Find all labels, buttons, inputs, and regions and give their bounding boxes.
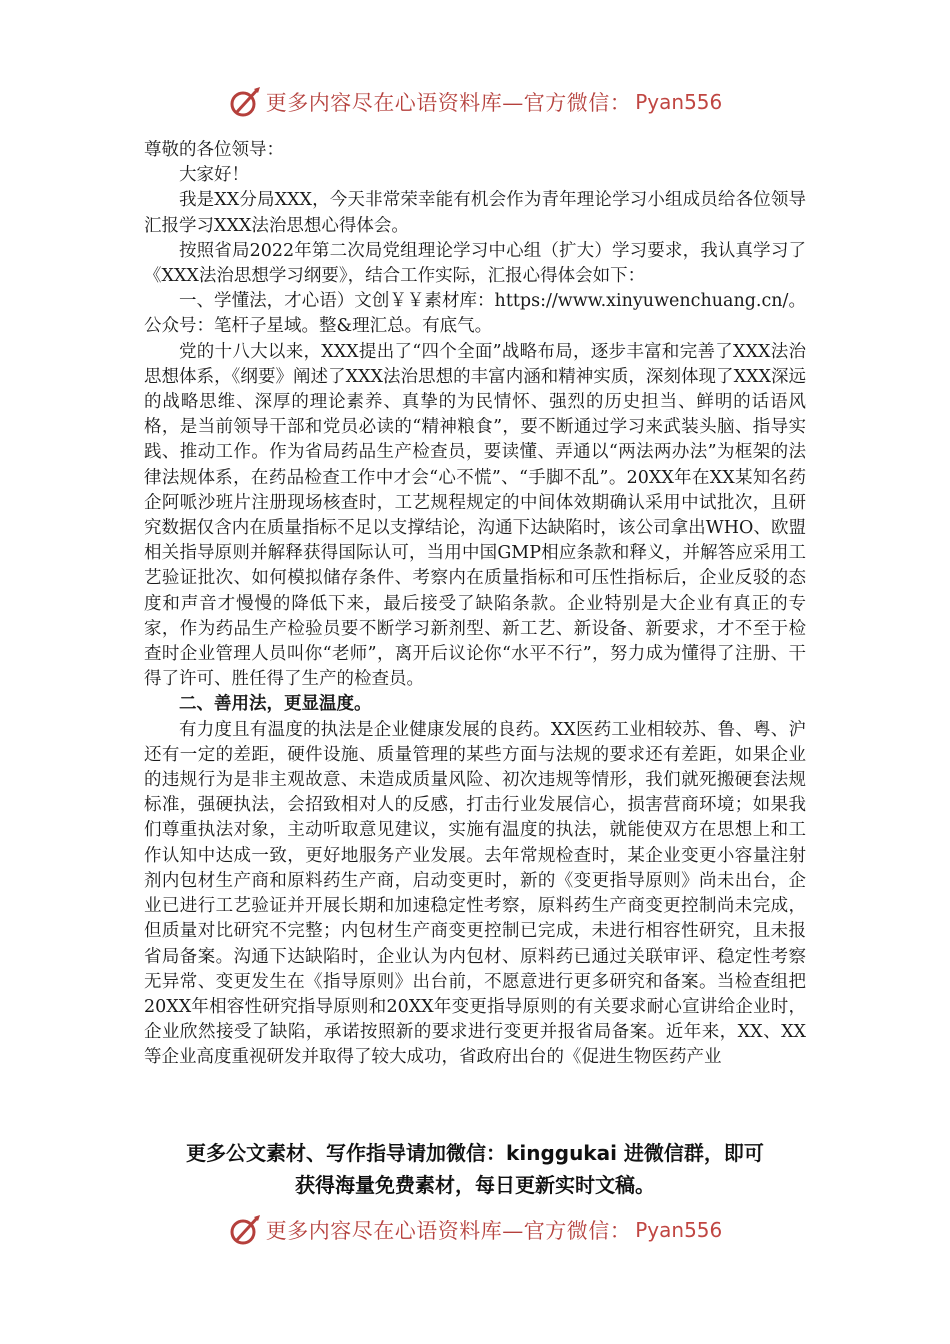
section-1-paragraph: 党的十八大以来，XXX提出了“四个全面”战略布局，逐步丰富和完善了XXX法治思想体系，《纲要》阐述了XXX法治思想的丰富内涵和精神实质，深刻体现了XXX深远的战略思维、深厚的理论素养、真挚的为民情怀、强烈的历史担当、鲜明的话语风格，是当前领导干部和党员必读的“精神粮食”，要不断通过学习来武装头脑、指导实践、推动工作。作为省局药品生产检查员，要读懂、弄通以“两法两办法”为框架的法律法规体系，在药品检查工作中才会“心不慌”、“手脚不乱”。20XX年在XX某知名药企阿哌沙班片注册现场核查时，工艺规程规定的中间体效期确认采用中试批次，且研究数据仅含内在质量指标不足以支撑结论，沟通下达缺陷时，该公司拿出WHO、欧盟相关指导原则并解释获得国际认可，当用中国GMP相应条款和释义，并解答应采用工艺验证批次、如何模拟储存条件、考察内在质量指标和可压性指标后，企业反驳的态度和声音才慢慢的降低下来，最后接受了缺陷条款。企业特别是大企业有真正的专家，作为药品生产检验员要不断学习新剂型、新工艺、新设备、新要求，才不至于检查时企业管理人员叫你“老师”，离开后议论你“水平不行”，努力成为懂得了注册、干得了许可、胜任得了生产的检查员。 [144, 341, 806, 690]
study-paragraph: 按照省局2022年第二次局党组理论学习中心组（扩大）学习要求，我认真学习了《XXX法治思想学习纲要》，结合工作实际，汇报心得体会如下： [144, 240, 806, 287]
section-2-paragraph: 有力度且有温度的执法是企业健康发展的良药。XX医药工业相较苏、鲁、粤、沪还有一定的差距，硬件设施、质量管理的某些方面与法规的要求还有差距，如果企业的违规行为是非主观故意、未造成质量风险、初次违规等情形，我们就死搬硬套法规标准，强硬执法，会招致相对人的反感，打击行业发展信心，损害营商环境；如果我们尊重执法对象，主动听取意见建议，实施有温度的执法，就能使双方在思想上和工作认知中达成一致，更好地服务产业发展。去年常规检查时，某企业变更小容量注射剂内包材生产商和原料药生产商，启动变更时，新的《变更指导原则》尚未出台，企业已进行工艺验证并开展长期和加速稳定性考察，原料药生产商变更控制尚未完成，但质量对比研究不完整；内包材生产商变更控制已完成，未进行相容性研究，且未报省局备案。沟通下达缺陷时，企业认为内包材、原料药已通过关联审评、稳定性考察无异常、变更发生在《指导原则》出台前，不愿意进行更多研究和备案。当检查组把20XX年相容性研究指导原则和20XX年变更指导原则的有关要求耐心宣讲给企业时，企业欣然接受了缺陷，承诺按照新的要求进行变更并报省局备案。近年来，XX、XX等企业高度重视研发并取得了较大成功，省政府出台的《促进生物医药产业 [144, 719, 806, 1068]
promo-line-1: 更多公文素材、写作指导请加微信：kinggukai 进微信群，即可 [186, 1141, 764, 1165]
header-banner [0, 82, 950, 122]
banner-wechat-id: Pyan556 [635, 90, 723, 114]
pen-logo-icon [228, 1213, 262, 1247]
banner-text: 更多内容尽在心语资料库—官方微信： [265, 1219, 632, 1243]
section-heading-1: 一、学懂法，才心语）文创￥￥素材库：https://www.xinyuwenchuang.cn/。公众号：笔杆子星域。整&理汇总。有底气。 [144, 291, 806, 337]
footer-banner [0, 1210, 950, 1250]
pen-logo-icon [228, 85, 262, 119]
salutation: 尊敬的各位领导： [144, 140, 284, 160]
document-body [144, 138, 806, 1071]
banner-wechat-id: Pyan556 [635, 1218, 723, 1242]
intro-paragraph: 我是XX分局XXX，今天非常荣幸能有机会作为青年理论学习小组成员给各位领导汇报学习XXX法治思想心得体会。 [144, 190, 806, 236]
promo-notice [60, 1137, 890, 1201]
promo-line-2: 获得海量免费素材，每日更新实时文稿。 [295, 1173, 655, 1197]
greeting: 大家好！ [179, 165, 249, 186]
banner-text: 更多内容尽在心语资料库—官方微信： [265, 91, 632, 115]
section-heading-2: 二、善用法，更显温度。 [179, 694, 372, 715]
